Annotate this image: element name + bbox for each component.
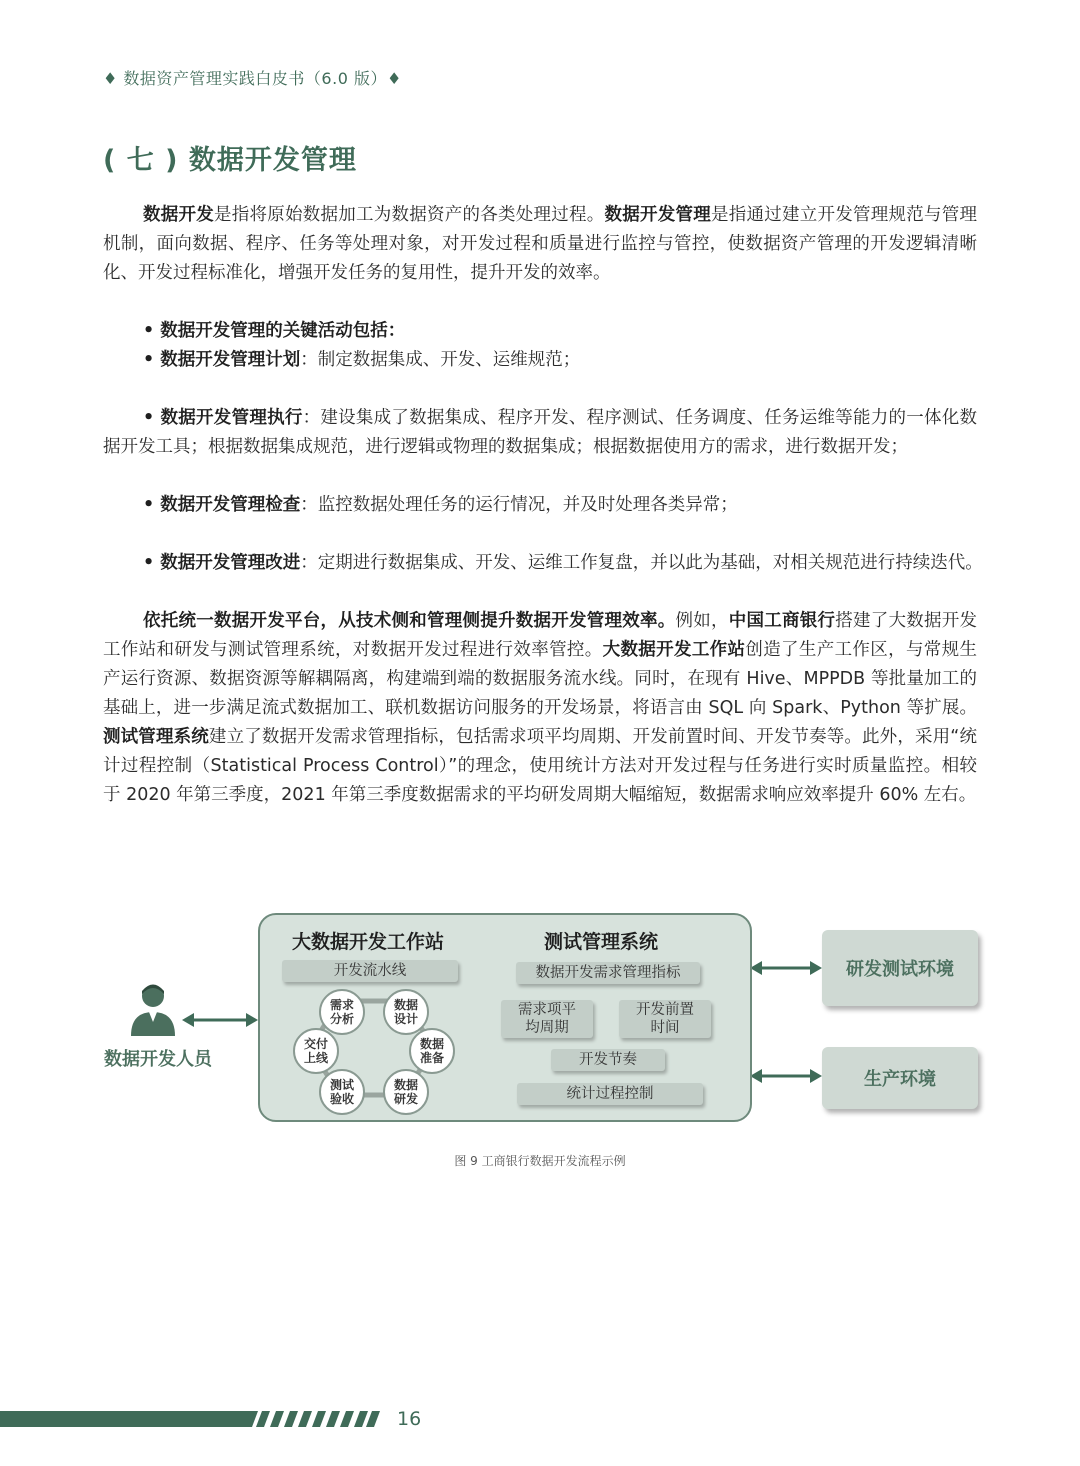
activity-text: ：制定数据集成、开发、运维规范； [300, 350, 581, 370]
station-title: 大数据开发工作站 [292, 931, 445, 953]
spc-tag: 统计过程控制 [517, 1083, 703, 1105]
term-data-development: 数据开发 [143, 205, 214, 225]
case-text-2: 搭建了大数据开发工作站和研发与测试管理系统，对数据开发过程进行效率管控。 [103, 611, 977, 660]
activity-item [103, 404, 977, 462]
cycle-node: 测试 验收 [319, 1069, 365, 1115]
double-arrow-icon [748, 1066, 824, 1086]
figure-caption: 图 9 工商银行数据开发流程示例 [454, 1154, 626, 1168]
pipeline-tag: 开发流水线 [282, 960, 458, 982]
metric-tag: 数据开发需求管理指标 [516, 962, 700, 984]
cycle-node: 数据 研发 [383, 1069, 429, 1115]
case-lead: 依托统一数据开发平台，从技术侧和管理侧提升数据开发管理效率。 [143, 611, 676, 631]
activities-heading-text: • 数据开发管理的关键活动包括： [143, 321, 406, 341]
metric-cycle-tag: 需求项平 均周期 [501, 1000, 593, 1038]
metric-rhythm-tag: 开发节奏 [551, 1049, 665, 1071]
activities-heading [103, 317, 1017, 346]
activity-term: 数据开发管理检查 [160, 495, 301, 515]
env-production: 生产环境 [822, 1047, 978, 1109]
intro-text-1: 是指将原始数据加工为数据资产的各类处理过程。 [214, 205, 605, 225]
activity-text: ：监控数据处理任务的运行情况，并及时处理各类异常； [300, 495, 738, 515]
activity-text: ：建设集成了数据集成、程序开发、程序测试、任务调度、任务运维等能力的一体化数据开发工具；根据数据集成规范，进行逻辑或物理的数据集成；根据数据使用方的需求，进行数据开发； [103, 408, 978, 457]
case-bank: 中国工商银行 [728, 611, 836, 631]
test-system-title: 测试管理系统 [544, 931, 659, 953]
cycle-node: 交付 上线 [293, 1028, 339, 1074]
activity-term: 数据开发管理改进 [160, 553, 301, 573]
intro-paragraph [103, 201, 977, 288]
section-title: ( 七 ) 数据开发管理 [103, 145, 357, 176]
bullet: • [143, 495, 161, 515]
case-text-3: 创造了生产工作区，与常规生产运行资源、数据资源等解耦隔离，构建端到端的数据服务流水线。同时，在现有 Hive、MPPDB 等批量加工的基础上，进一步满足流式数据加工、联机数据访问服务的开发场景，将语言由 SQL 向 Spark、Python 等扩展。 [103, 640, 977, 718]
metric-leadtime-tag: 开发前置 时间 [619, 1000, 711, 1038]
double-arrow-icon [180, 1010, 260, 1030]
case-paragraph [103, 607, 977, 810]
running-header: ♦ 数据资产管理实践白皮书（6.0 版）♦ [103, 69, 402, 88]
activity-text: ：定期进行数据集成、开发、运维工作复盘，并以此为基础，对相关规范进行持续迭代。 [300, 553, 983, 573]
activity-item [103, 491, 1017, 520]
bullet: • [143, 553, 161, 573]
activity-term: 数据开发管理执行 [160, 408, 303, 428]
system-panel [258, 913, 752, 1122]
activity-item [103, 346, 1017, 375]
bullet: • [143, 408, 161, 428]
case-station: 大数据开发工作站 [602, 640, 746, 660]
case-text-4: 建立了数据开发需求管理指标，包括需求项平均周期、开发前置时间、开发节奏等。此外，采用“统计过程控制（Statistical Process Control）”的理念，使用统计方法对开发过程与任务进行实时质量监控。相较于 2020 年第三季度，2021 年第三季度数据需求的平均研发周期大幅缩短，数据需求响应效率提升 60% 左右。 [103, 727, 977, 805]
footer-stripe-bar [0, 1409, 380, 1429]
intro-text-2: 是指通过建立开发管理规范与管理机制，面向数据、程序、任务等处理对象，对开发过程和质量进行监控与管控，使数据资产管理的开发逻辑清晰化、开发过程标准化，增强开发任务的复用性，提升开发的效率。 [103, 205, 977, 283]
env-rd-test: 研发测试环境 [822, 930, 978, 1006]
case-testsys: 测试管理系统 [103, 727, 209, 747]
term-data-dev-management: 数据开发管理 [604, 205, 711, 225]
person-icon [128, 982, 178, 1036]
page-number: 16 [397, 1408, 422, 1430]
person-label: 数据开发人员 [104, 1049, 212, 1070]
cycle-node: 数据 设计 [383, 989, 429, 1035]
case-text-1: 例如， [675, 611, 729, 631]
bullet: • [143, 350, 161, 370]
cycle-node: 数据 准备 [409, 1028, 455, 1074]
activity-term: 数据开发管理计划 [160, 350, 301, 370]
double-arrow-icon [748, 958, 824, 978]
cycle-node: 需求 分析 [319, 989, 365, 1035]
activity-item [103, 549, 1017, 578]
